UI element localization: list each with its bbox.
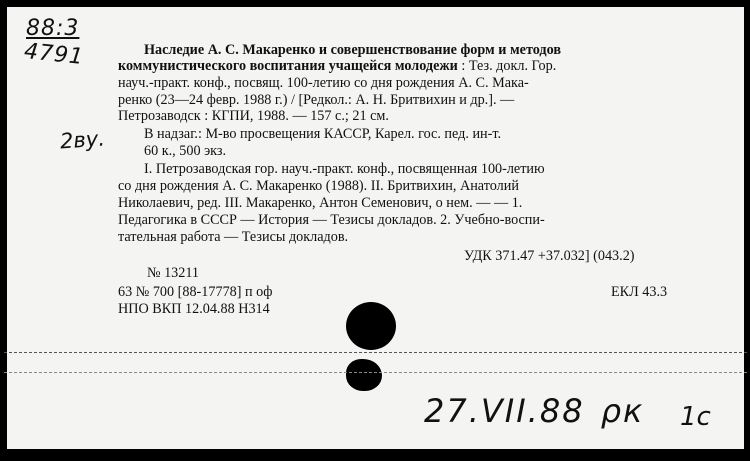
- order-number: 63 № 700 [88-17778] п оф: [118, 284, 273, 300]
- udk-code: УДК 371.47 +37.032] (043.2): [464, 248, 635, 264]
- record-number: № 13211: [147, 265, 200, 281]
- shelf-mark-top: 88:3: [26, 16, 80, 41]
- description-line-6: В надзаг.: М-во просвещения КАССР, Карел. гос. пед. ин-т.: [144, 126, 502, 142]
- punch-hole: [346, 302, 396, 350]
- handwritten-date: [424, 392, 644, 430]
- ink-blot: [346, 359, 382, 391]
- description-line-4: ренко (23—24 февр. 1988 г.) / [Редкол.: А. Н. Бритвихин и др.]. —: [118, 92, 515, 108]
- ekl-code: ЕКЛ 43.3: [611, 284, 668, 300]
- margin-note: 2ву.: [59, 126, 106, 154]
- description-line-12: тательная работа — Тезисы докладов.: [118, 229, 349, 245]
- title-line-2-bold: коммунистического воспитания учащейся молодежи: [118, 58, 458, 74]
- description-line-7: 60 к., 500 экз.: [144, 143, 227, 159]
- description-line-11: Педагогика в СССР — История — Тезисы докладов. 2. Учебно-воспи-: [118, 212, 545, 228]
- card-top-border: [4, 4, 747, 7]
- date-text: 27.VII.88: [424, 392, 585, 430]
- title-line-1: Наследие А. С. Макаренко и совершенствование форм и методов: [144, 42, 561, 58]
- description-line-9: со дня рождения А. С. Макаренко (1988). II. Бритвихин, Анатолий: [118, 178, 519, 194]
- description-line-8: I. Петрозаводская гор. науч.-практ. конф., посвященная 100-летию: [144, 161, 545, 177]
- description-line-5: Петрозаводск : КГПИ, 1988. — 157 с.; 21 см.: [118, 108, 389, 124]
- shelf-mark-bottom: 4791: [22, 38, 86, 71]
- catalog-card: [4, 4, 747, 449]
- npo-line: НПО ВКП 12.04.88 Н314: [118, 301, 270, 317]
- card-left-border: [4, 4, 7, 449]
- description-line-3: науч.-практ. конф., посвящ. 100-летию со дня рождения А. С. Мака-: [118, 75, 529, 91]
- dashed-separator-2: [4, 372, 747, 373]
- initials-text: ρк: [600, 392, 645, 430]
- corner-number: 1c: [680, 402, 711, 432]
- description-line-10: Николаевич, ред. III. Макаренко, Антон Семенович, о нем. — — 1.: [118, 195, 523, 211]
- dashed-separator-1: [4, 352, 747, 353]
- title-line-2: [118, 58, 556, 75]
- card-right-border: [744, 4, 747, 449]
- title-line-2-rest: : Тез. докл. Гор.: [457, 58, 557, 74]
